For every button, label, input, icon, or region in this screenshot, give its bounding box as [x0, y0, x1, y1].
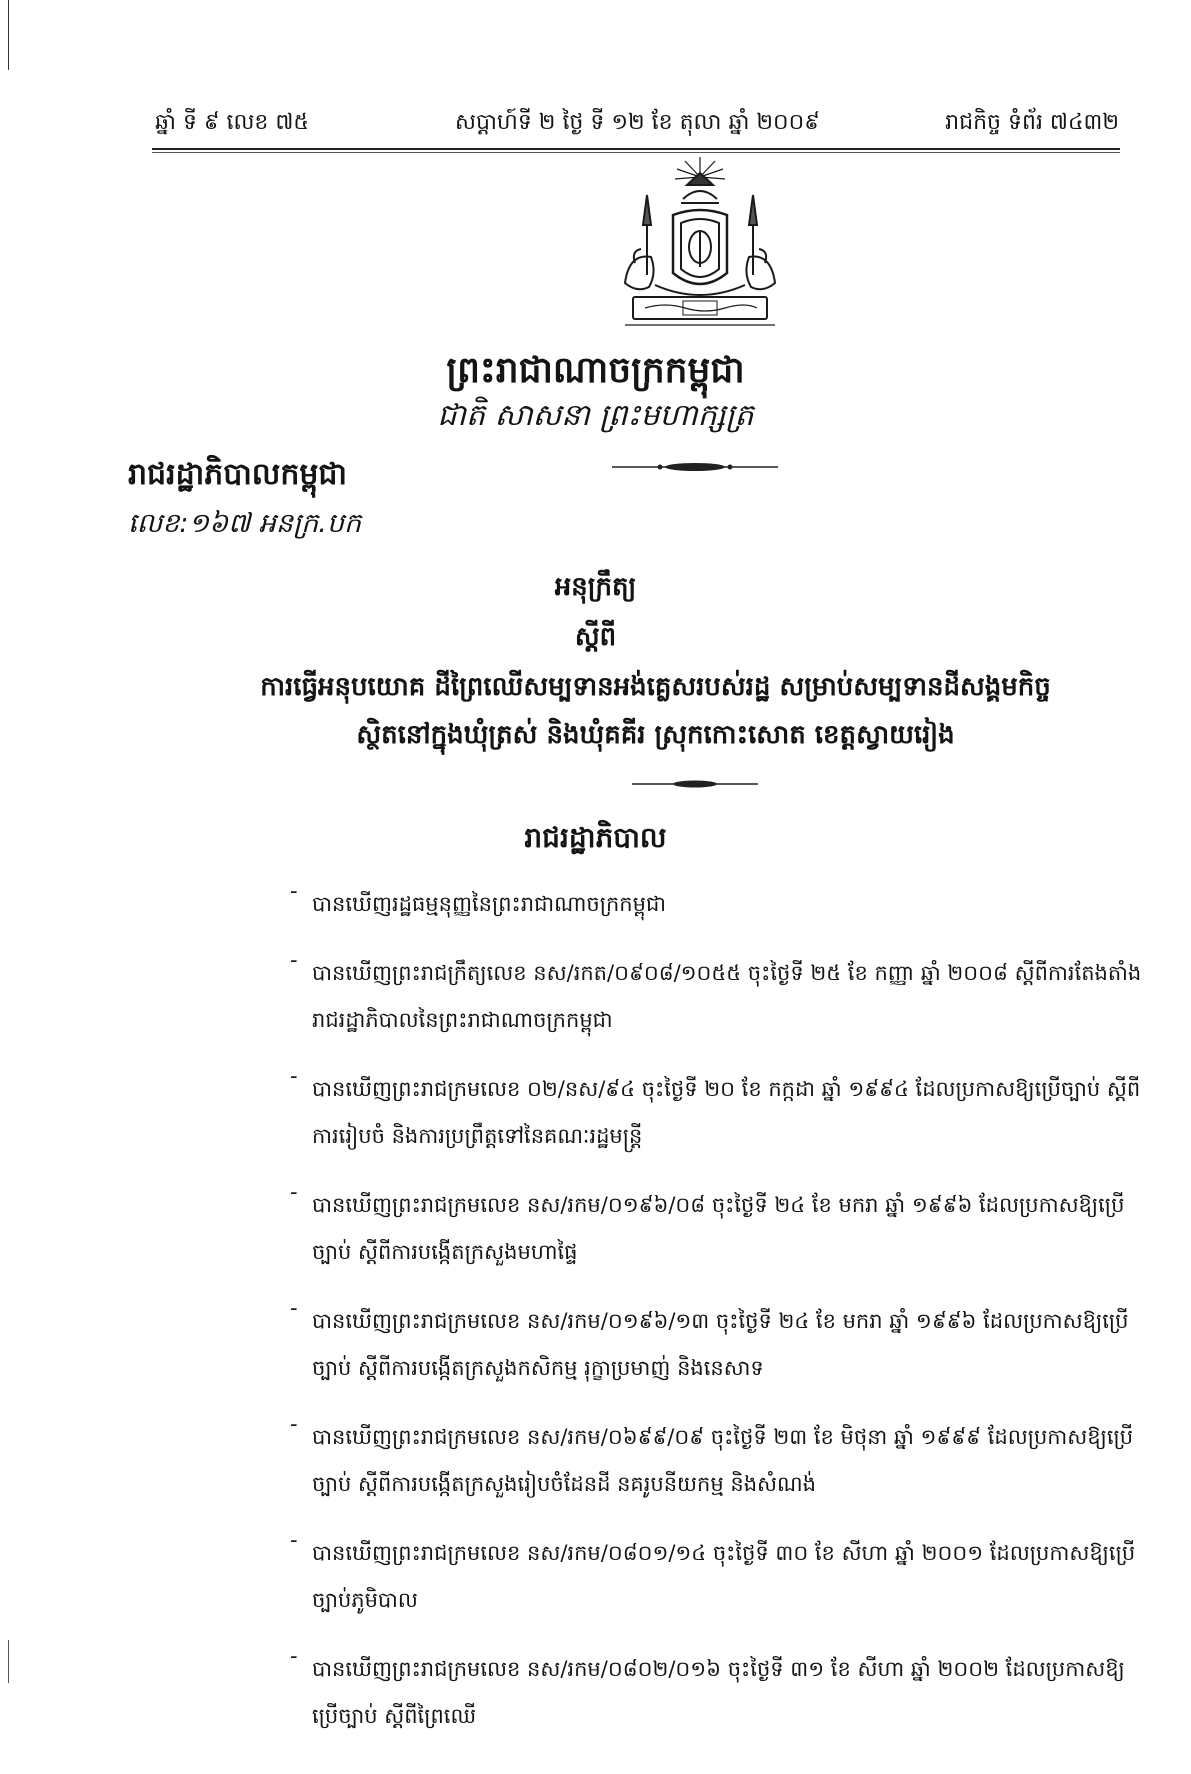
issuer-name: រាជរដ្ឋាភិបាលកម្ពុជា — [128, 457, 347, 492]
recital-text: បានឃើញព្រះរាជក្រមលេខ នស/រកម/០៨០១/១៤ ចុះថ្ងៃទី ៣០ ខែ សីហា ឆ្នាំ ២០០១ ដែលប្រកាសឱ្យប្រើច្បាប់ភូមិបាល — [312, 1541, 1136, 1612]
gazette-date: សប្តាហ៍ទី ២ ថ្ងៃ ទី ១២ ខែ តុលា ឆ្នាំ ២០០៩ — [455, 110, 820, 135]
bullet-dash: - — [290, 1644, 298, 1668]
gazette-page: រាជកិច្ច ទំព័រ ៧៤៣២ — [945, 110, 1119, 135]
list-item — [290, 950, 1142, 1044]
recital-text: បានឃើញព្រះរាជក្រឹត្យលេខ នស/រកត/០៩០៨/១០៥៥ ចុះថ្ងៃទី ២៥ ខែ កញ្ញា ឆ្នាំ ២០០៨ ស្តីពីការតែងតាំងរាជរដ្ឋាភិបាលនៃព្រះរាជាណាចក្រកម្ពុជា — [312, 961, 1142, 1032]
ornament-divider — [632, 775, 758, 787]
bullet-dash: - — [290, 1412, 298, 1436]
recital-text: បានឃើញព្រះរាជក្រមលេខ នស/រកម/០៦៩៩/០៩ ចុះថ្ងៃទី ២៣ ខែ មិថុនា ឆ្នាំ ១៩៩៩ ដែលប្រកាសឱ្យប្រើច្បាប់ ស្តីពីការបង្កើតក្រសួងរៀបចំដែនដី នគរូបនីយកម្ម និងសំណង់ — [312, 1425, 1134, 1496]
recital-text: បានឃើញព្រះរាជក្រមលេខ នស/រកម/០១៩៦/០៨ ចុះថ្ងៃទី ២៤ ខែ មករា ឆ្នាំ ១៩៩៦ ដែលប្រកាសឱ្យប្រើច្បាប់ ស្តីពីការបង្កើតក្រសួងមហាផ្ទៃ — [312, 1193, 1125, 1264]
bullet-dash: - — [290, 1528, 298, 1552]
recitals-list — [290, 879, 1142, 1774]
list-item — [290, 1530, 1142, 1624]
bullet-dash: - — [290, 1296, 298, 1320]
kingdom-title: ព្រះរាជាណាចក្រកម្ពុជា — [446, 350, 745, 391]
decree-subject: ស្ថិតនៅក្នុងឃុំត្រស់ និងឃុំគគីរ ស្រុកកោះសោត ខេត្តស្វាយរៀង — [356, 720, 955, 750]
decree-title: អនុក្រឹត្យ — [554, 572, 637, 602]
header-rule — [152, 148, 1120, 150]
royal-coat-of-arms-icon — [605, 155, 795, 340]
ornament-divider — [612, 458, 778, 470]
recital-text: បានឃើញព្រះរាជក្រមលេខ នស/រកម/០៨០២/០១៦ ចុះថ្ងៃទី ៣១ ខែ សីហា ឆ្នាំ ២០០២ ដែលប្រកាសឱ្យប្រើច្បាប់ ស្តីពីព្រៃឈើ — [312, 1657, 1125, 1728]
recital-text: បានឃើញរដ្ឋធម្មនុញ្ញនៃព្រះរាជាណាចក្រកម្ពុជា — [312, 892, 666, 916]
header-rule — [152, 152, 1120, 153]
list-item — [290, 1298, 1142, 1392]
scan-edge-mark — [8, 1640, 9, 1683]
list-item — [290, 1066, 1142, 1160]
bullet-dash: - — [290, 1180, 298, 1204]
list-item — [290, 881, 1142, 928]
list-item — [290, 1182, 1142, 1276]
government-heading: រាជរដ្ឋាភិបាល — [524, 821, 667, 854]
national-motto: ជាតិ សាសនា ព្រះមហាក្សត្រ — [437, 398, 754, 433]
reference-number: លេខ:១៦៧ អនក្រ.បក — [128, 508, 362, 539]
bullet-dash: - — [290, 1064, 298, 1088]
recital-text: បានឃើញព្រះរាជក្រមលេខ នស/រកម/០១៩៦/១៣ ចុះថ្ងៃទី ២៤ ខែ មករា ឆ្នាំ ១៩៩៦ ដែលប្រកាសឱ្យប្រើច្បាប់ ស្តីពីការបង្កើតក្រសួងកសិកម្ម រុក្ខាប្រមាញ់ និងនេសាទ — [312, 1309, 1129, 1380]
bullet-dash: - — [290, 948, 298, 972]
list-item — [290, 1414, 1142, 1508]
decree-about: ស្តីពី — [574, 622, 617, 652]
list-item — [290, 1646, 1142, 1740]
bullet-dash: - — [290, 879, 298, 903]
gazette-issue: ឆ្នាំ ទី ៩ លេខ ៧៥ — [155, 110, 309, 135]
scan-edge-mark — [8, 0, 9, 70]
recital-text: បានឃើញព្រះរាជក្រមលេខ ០២/នស/៩៤ ចុះថ្ងៃទី ២០ ខែ កក្កដា ឆ្នាំ ១៩៩៤ ដែលប្រកាសឱ្យប្រើច្បាប់ ស្តីពីការរៀបចំ និងការប្រព្រឹត្តទៅនៃគណៈរដ្ឋមន្ត្រី — [312, 1077, 1141, 1148]
decree-subject: ការធ្វើអនុបយោគ ដីព្រៃឈើសម្បទានអង់គ្លេសរបស់រដ្ឋ សម្រាប់សម្បទានដីសង្គមកិច្ច — [260, 672, 1051, 702]
